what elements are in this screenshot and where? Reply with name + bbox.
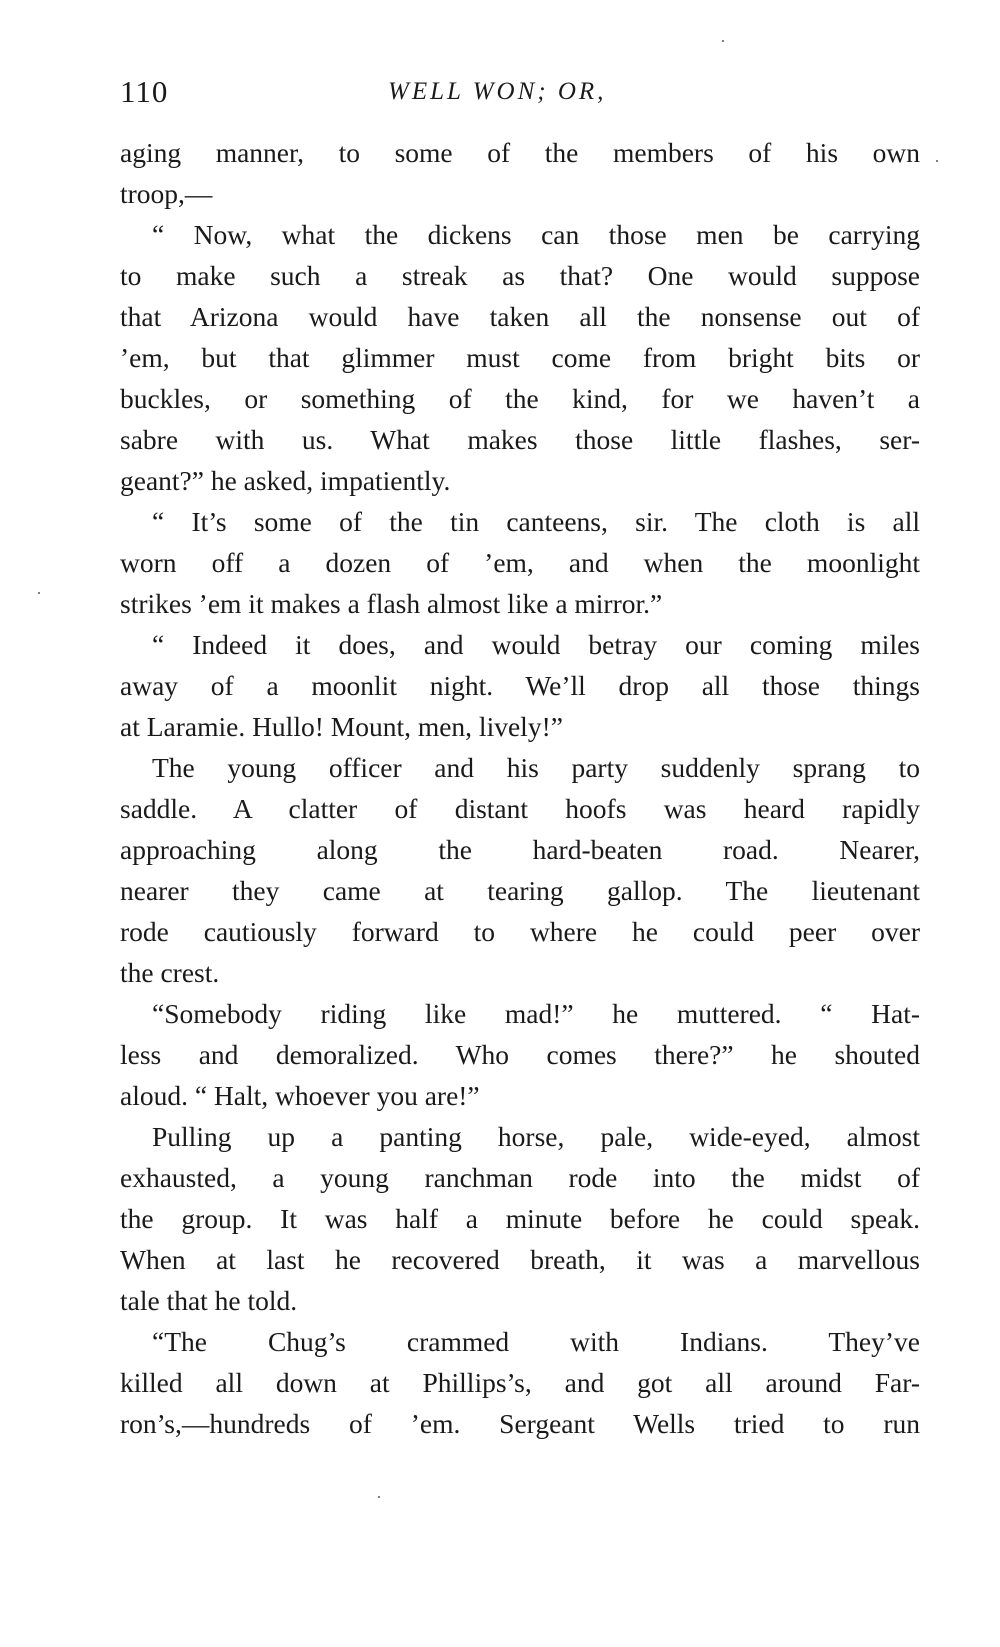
text-line: less and demoralized. Who comes there?” he shouted — [120, 1039, 920, 1070]
text-line: troop,— — [120, 178, 213, 209]
text-line: When at last he recovered breath, it was a marvellous — [120, 1244, 920, 1275]
print-speck — [722, 40, 724, 42]
text-line: aloud. “ Halt, whoever you are!” — [120, 1080, 480, 1111]
text-line: “ Now, what the dickens can those men be carrying — [152, 219, 920, 250]
print-speck — [936, 160, 938, 162]
text-line: rode cautiously forward to where he could peer over — [120, 916, 920, 947]
text-line: tale that he told. — [120, 1285, 298, 1316]
text-line: buckles, or something of the kind, for we haven’t a — [120, 383, 920, 414]
text-line: “The Chug’s crammed with Indians. They’ve — [152, 1326, 920, 1357]
page-number: 110 — [120, 74, 169, 109]
text-line: to make such a streak as that? One would suppose — [120, 260, 920, 291]
text-line: worn off a dozen of ’em, and when the moonlight — [120, 547, 920, 578]
body-text — [120, 132, 920, 1444]
text-line: that Arizona would have taken all the nonsense out of — [120, 301, 920, 332]
print-speck — [378, 1496, 380, 1498]
text-line: approaching along the hard-beaten road. Nearer, — [120, 834, 920, 865]
text-line: ron’s,—hundreds of ’em. Sergeant Wells tried to run — [120, 1408, 920, 1439]
text-line: The young officer and his party suddenly sprang to — [152, 752, 920, 783]
text-line: Pulling up a panting horse, pale, wide-eyed, almost — [152, 1121, 920, 1152]
text-line: “Somebody riding like mad!” he muttered. “ Hat- — [152, 998, 920, 1029]
text-line: ’em, but that glimmer must come from bright bits or — [120, 342, 920, 373]
text-line: sabre with us. What makes those little flashes, ser- — [120, 424, 920, 455]
text-line: saddle. A clatter of distant hoofs was heard rapidly — [120, 793, 920, 824]
text-line: strikes ’em it makes a flash almost like a mirror.” — [120, 588, 663, 619]
text-line: the crest. — [120, 957, 220, 988]
text-line: at Laramie. Hullo! Mount, men, lively!” — [120, 711, 563, 742]
text-line: the group. It was half a minute before he could speak. — [120, 1203, 920, 1234]
running-title: WELL WON; OR, — [388, 78, 607, 105]
page-header — [120, 74, 920, 118]
text-line: “ Indeed it does, and would betray our coming miles — [152, 629, 920, 660]
text-line: killed all down at Phillips’s, and got all around Far- — [120, 1367, 920, 1398]
text-line: exhausted, a young ranchman rode into the midst of — [120, 1162, 920, 1193]
text-line: “ It’s some of the tin canteens, sir. The cloth is all — [152, 506, 920, 537]
text-line: geant?” he asked, impatiently. — [120, 465, 451, 496]
text-line: nearer they came at tearing gallop. The lieutenant — [120, 875, 920, 906]
text-line: away of a moonlit night. We’ll drop all those things — [120, 670, 920, 701]
print-speck — [38, 592, 40, 594]
text-line: aging manner, to some of the members of his own — [120, 137, 920, 168]
